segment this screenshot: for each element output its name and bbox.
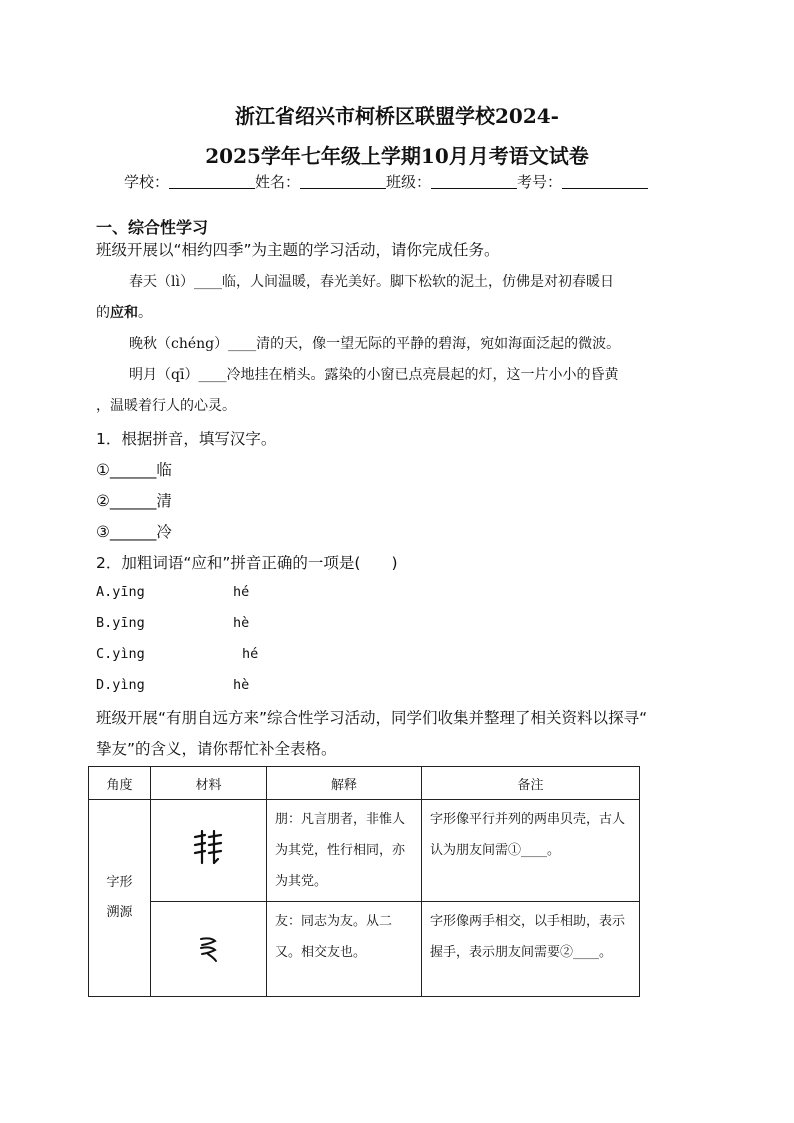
option-a[interactable] bbox=[96, 584, 145, 600]
note-text-blank-2[interactable]: 字形像两手相交，以手相助，表示握手，表示朋友间需要②____。 bbox=[430, 914, 626, 960]
ancient-peng-glyph-icon bbox=[192, 827, 226, 867]
friendship-table bbox=[88, 766, 640, 997]
name-field[interactable] bbox=[300, 174, 386, 189]
section-heading: 一、综合性学习 bbox=[96, 218, 209, 237]
option-second: hé bbox=[233, 584, 250, 600]
table-row bbox=[89, 800, 640, 902]
passage-line: 明月（qī）____冷地挂在梢头。露染的小窗已点亮晨起的灯，这一片小小的昏黄 bbox=[129, 367, 619, 383]
passage-line: 春天（lì）____临，人间温暖，春光美好。脚下松软的泥土，仿佛是对初春暖日 bbox=[129, 274, 614, 290]
answer-blank-3[interactable]: ③______冷 bbox=[96, 523, 172, 541]
header-material: 材料 bbox=[151, 767, 267, 800]
passage-text: 的 bbox=[96, 305, 110, 321]
passage-line: ，温暖着行人的心灵。 bbox=[96, 398, 236, 414]
table-header-row bbox=[89, 767, 640, 800]
option-c[interactable] bbox=[96, 646, 145, 662]
explanation-cell bbox=[267, 902, 422, 997]
header-note: 备注 bbox=[422, 767, 640, 800]
bold-word: 应和 bbox=[110, 305, 138, 321]
name-label: 姓名： bbox=[255, 173, 301, 191]
explanation-text: 朋：凡言朋者，非惟人为其党，性行相同，亦为其党。 bbox=[275, 812, 406, 889]
note-cell bbox=[422, 902, 640, 997]
activity-line: 挚友”的含义，请你帮忙补全表格。 bbox=[96, 740, 337, 758]
option-label: D.yìng bbox=[96, 677, 145, 693]
answer-blank-2[interactable]: ②______清 bbox=[96, 492, 172, 510]
option-second: hè bbox=[233, 615, 250, 631]
school-field[interactable] bbox=[169, 174, 255, 189]
option-label: C.yìng bbox=[96, 646, 145, 662]
angle-text: 字形溯源 bbox=[106, 875, 133, 920]
exam-no-label: 考号： bbox=[517, 173, 563, 191]
note-text-blank-1[interactable]: 字形像平行并列的两串贝壳，古人认为朋友间需①____。 bbox=[430, 812, 626, 858]
passage-line bbox=[96, 302, 152, 322]
option-label: B.yīng bbox=[96, 615, 145, 631]
material-cell bbox=[151, 902, 267, 997]
option-d[interactable] bbox=[96, 677, 145, 693]
explanation-cell bbox=[267, 800, 422, 902]
header-angle: 角度 bbox=[89, 767, 151, 800]
exam-no-field[interactable] bbox=[562, 174, 648, 189]
class-field[interactable] bbox=[431, 174, 517, 189]
section-intro: 班级开展以“相约四季”为主题的学习活动，请你完成任务。 bbox=[96, 241, 500, 259]
angle-cell bbox=[89, 800, 151, 997]
option-second: hè bbox=[233, 677, 250, 693]
option-second: hé bbox=[242, 646, 259, 662]
option-b[interactable] bbox=[96, 615, 145, 631]
explanation-text: 友：同志为友。从二又。相交友也。 bbox=[275, 914, 393, 960]
paper-title-line1: 浙江省绍兴市柯桥区联盟学校2024- bbox=[235, 104, 559, 128]
student-info-row bbox=[124, 171, 648, 192]
option-label: A.yīng bbox=[96, 584, 145, 600]
passage-text: 。 bbox=[138, 305, 152, 321]
ancient-you-glyph-icon bbox=[196, 934, 222, 964]
material-cell bbox=[151, 800, 267, 902]
activity-line: 班级开展“有朋自远方来”综合性学习活动，同学们收集并整理了相关资料以探寻“ bbox=[96, 709, 648, 727]
paper-title-line2: 2025学年七年级上学期10月月考语文试卷 bbox=[205, 144, 589, 168]
note-cell bbox=[422, 800, 640, 902]
question-2-stem: 2．加粗词语“应和”拼音正确的一项是( ) bbox=[96, 554, 398, 572]
school-label: 学校： bbox=[124, 173, 170, 191]
class-label: 班级： bbox=[386, 173, 432, 191]
answer-blank-1[interactable]: ①______临 bbox=[96, 461, 172, 479]
header-explanation: 解释 bbox=[267, 767, 422, 800]
table-row bbox=[89, 902, 640, 997]
question-1-stem: 1．根据拼音，填写汉字。 bbox=[96, 430, 277, 448]
passage-line: 晚秋（chéng）____清的天，像一望无际的平静的碧海，宛如海面泛起的微波。 bbox=[129, 336, 621, 352]
